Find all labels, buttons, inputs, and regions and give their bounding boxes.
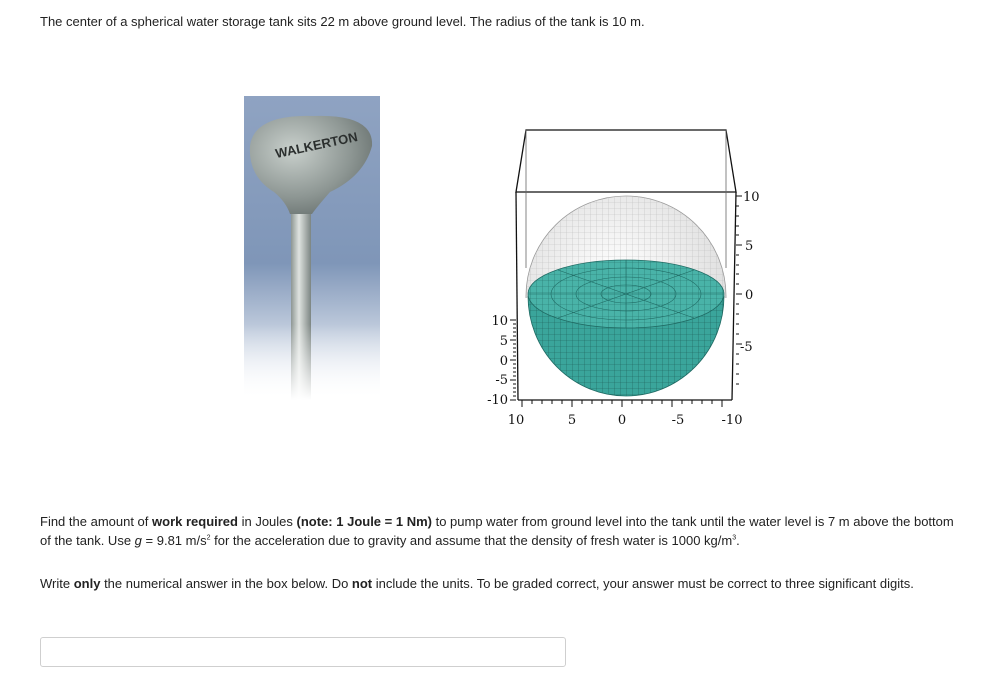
answer-instructions: Write only the numerical answer in the box below. Do not include the units. To be graded correct, your answer must be correct to three significant digits. xyxy=(40,576,914,591)
right-tick-3: 0 xyxy=(745,288,754,303)
left-axis-ticks xyxy=(510,320,516,400)
bottom-tick-5: -10 xyxy=(721,413,743,428)
left-tick-1: 10 xyxy=(491,314,508,329)
left-tick-3: 0 xyxy=(499,354,508,369)
left-tick-5: -10 xyxy=(487,393,508,408)
bottom-axis-ticks xyxy=(522,400,722,407)
right-tick-4: -5 xyxy=(740,340,753,355)
water-volume xyxy=(528,260,724,396)
problem-intro: The center of a spherical water storage tank sits 22 m above ground level. The radius of the tank is 10 m. xyxy=(40,14,645,29)
right-axis-ticks xyxy=(736,196,742,384)
left-tick-2: 5 xyxy=(499,334,508,349)
right-tick-2: 5 xyxy=(745,239,754,254)
question-text: Find the amount of work required in Joules (note: 1 Joule = 1 Nm) to pump water from ground level into the tank until the water level is 7 m above the bottom of the tank. Use g = 9.81 $m/s^2$ for the acceleration due to gravity and assume that the density of fresh water is 1000 $kg/m^3$. xyxy=(40,514,954,548)
right-tick-1: 10 xyxy=(743,190,760,205)
bottom-tick-4: -5 xyxy=(671,413,685,428)
sphere-tank-plot xyxy=(470,118,770,438)
left-tick-4: -5 xyxy=(495,373,508,388)
bottom-tick-1: 10 xyxy=(507,413,525,428)
answer-input[interactable] xyxy=(40,637,566,667)
bottom-tick-3: 0 xyxy=(617,413,627,428)
bottom-tick-2: 5 xyxy=(567,413,577,428)
water-tower-photo xyxy=(244,96,380,400)
